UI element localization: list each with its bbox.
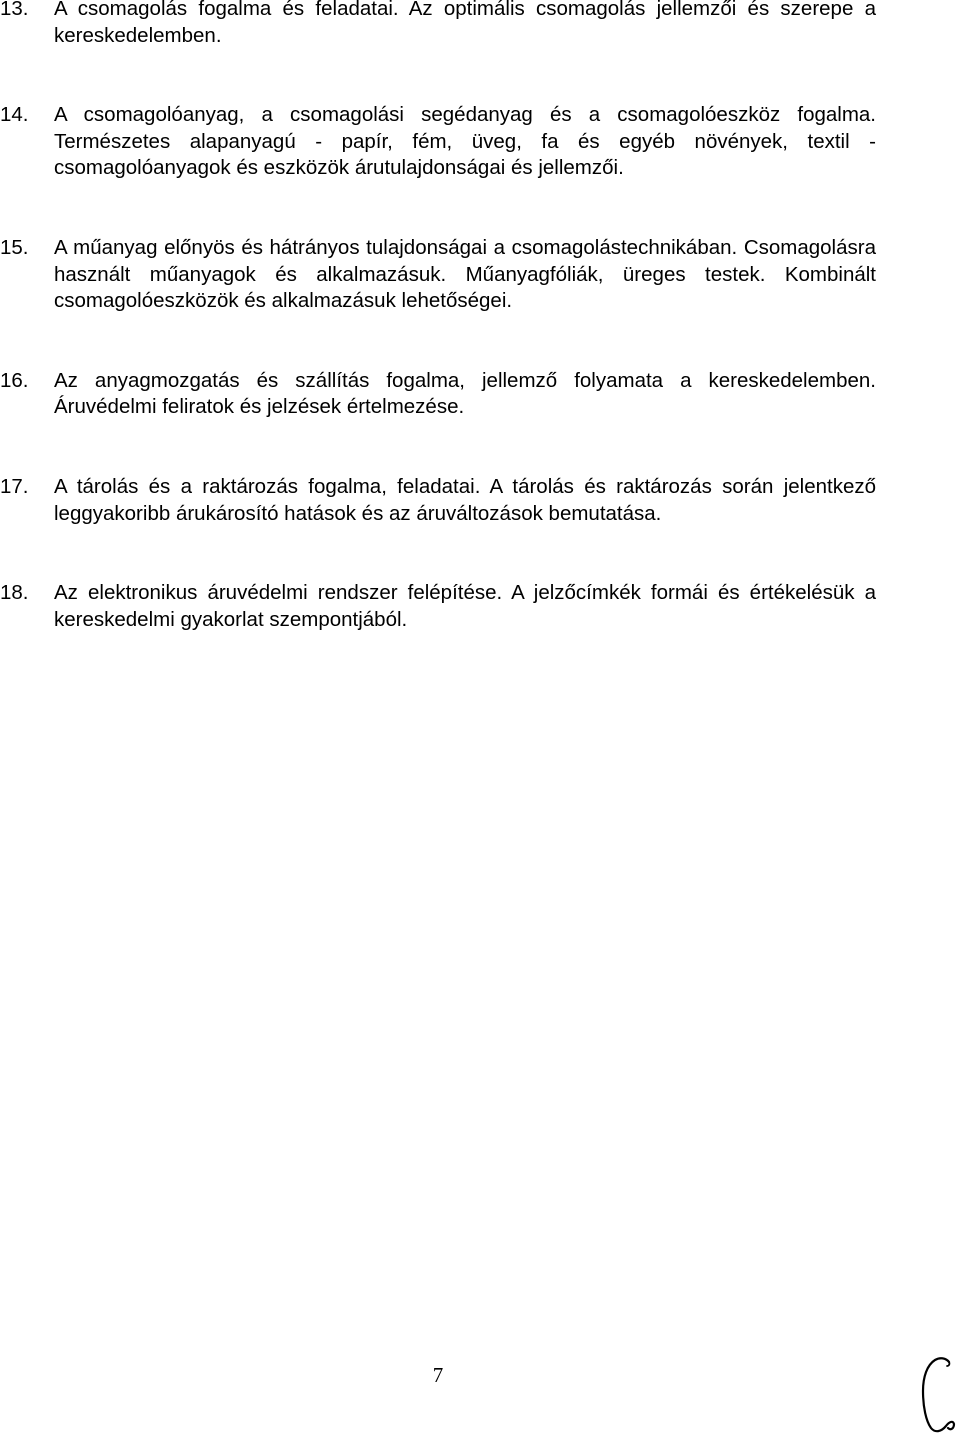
topic-number: 17. bbox=[0, 474, 29, 498]
topic-text: A csomagolóanyag, a csomagolási segédanyag és a csomagolóeszköz fogalma. Természetes alapanyagú - papír, fém, üveg, fa és egyéb növények, textil - csomagolóanyagok és eszközök árutulajdonságai és jellemzői. bbox=[54, 103, 876, 180]
topic-number: 14. bbox=[0, 103, 29, 127]
topic-item-14 bbox=[0, 102, 876, 182]
handwritten-initial-signature bbox=[916, 1355, 956, 1435]
topic-item-18 bbox=[0, 580, 876, 633]
topic-item-17 bbox=[0, 474, 876, 527]
topic-text: A csomagolás fogalma és feladatai. Az optimális csomagolás jellemzői és szerepe a kereskedelemben. bbox=[54, 0, 876, 47]
topic-item-15 bbox=[0, 235, 876, 315]
exam-topic-list bbox=[0, 0, 876, 633]
topic-text: A műanyag előnyös és hátrányos tulajdonságai a csomagolástechnikában. Csomagolásra használt műanyagok és alkalmazásuk. Műanyagfóliák, üreges testek. Kombinált csomagolóeszközök és alkalmazásuk lehetőségei. bbox=[54, 235, 876, 313]
topic-text: A tárolás és a raktározás fogalma, feladatai. A tárolás és raktározás során jelentkező leggyakoribb árukárosító hatások és az áruváltozások bemutatása. bbox=[54, 474, 876, 525]
topic-number: 13. bbox=[0, 0, 29, 20]
topic-number: 15. bbox=[0, 235, 29, 259]
topic-item-13 bbox=[0, 0, 876, 49]
topic-number: 16. bbox=[0, 368, 29, 392]
topic-text: Az elektronikus áruvédelmi rendszer felépítése. A jelzőcímkék formái és értékelésük a kereskedelmi gyakorlat szempontjából. bbox=[54, 581, 876, 631]
topic-text: Az anyagmozgatás és szállítás fogalma, jellemző folyamata a kereskedelemben. Áruvédelmi feliratok és jelzések értelmezése. bbox=[54, 368, 876, 419]
topic-number: 18. bbox=[0, 581, 29, 605]
page-number: 7 bbox=[432, 1363, 444, 1387]
topic-item-16 bbox=[0, 368, 876, 421]
